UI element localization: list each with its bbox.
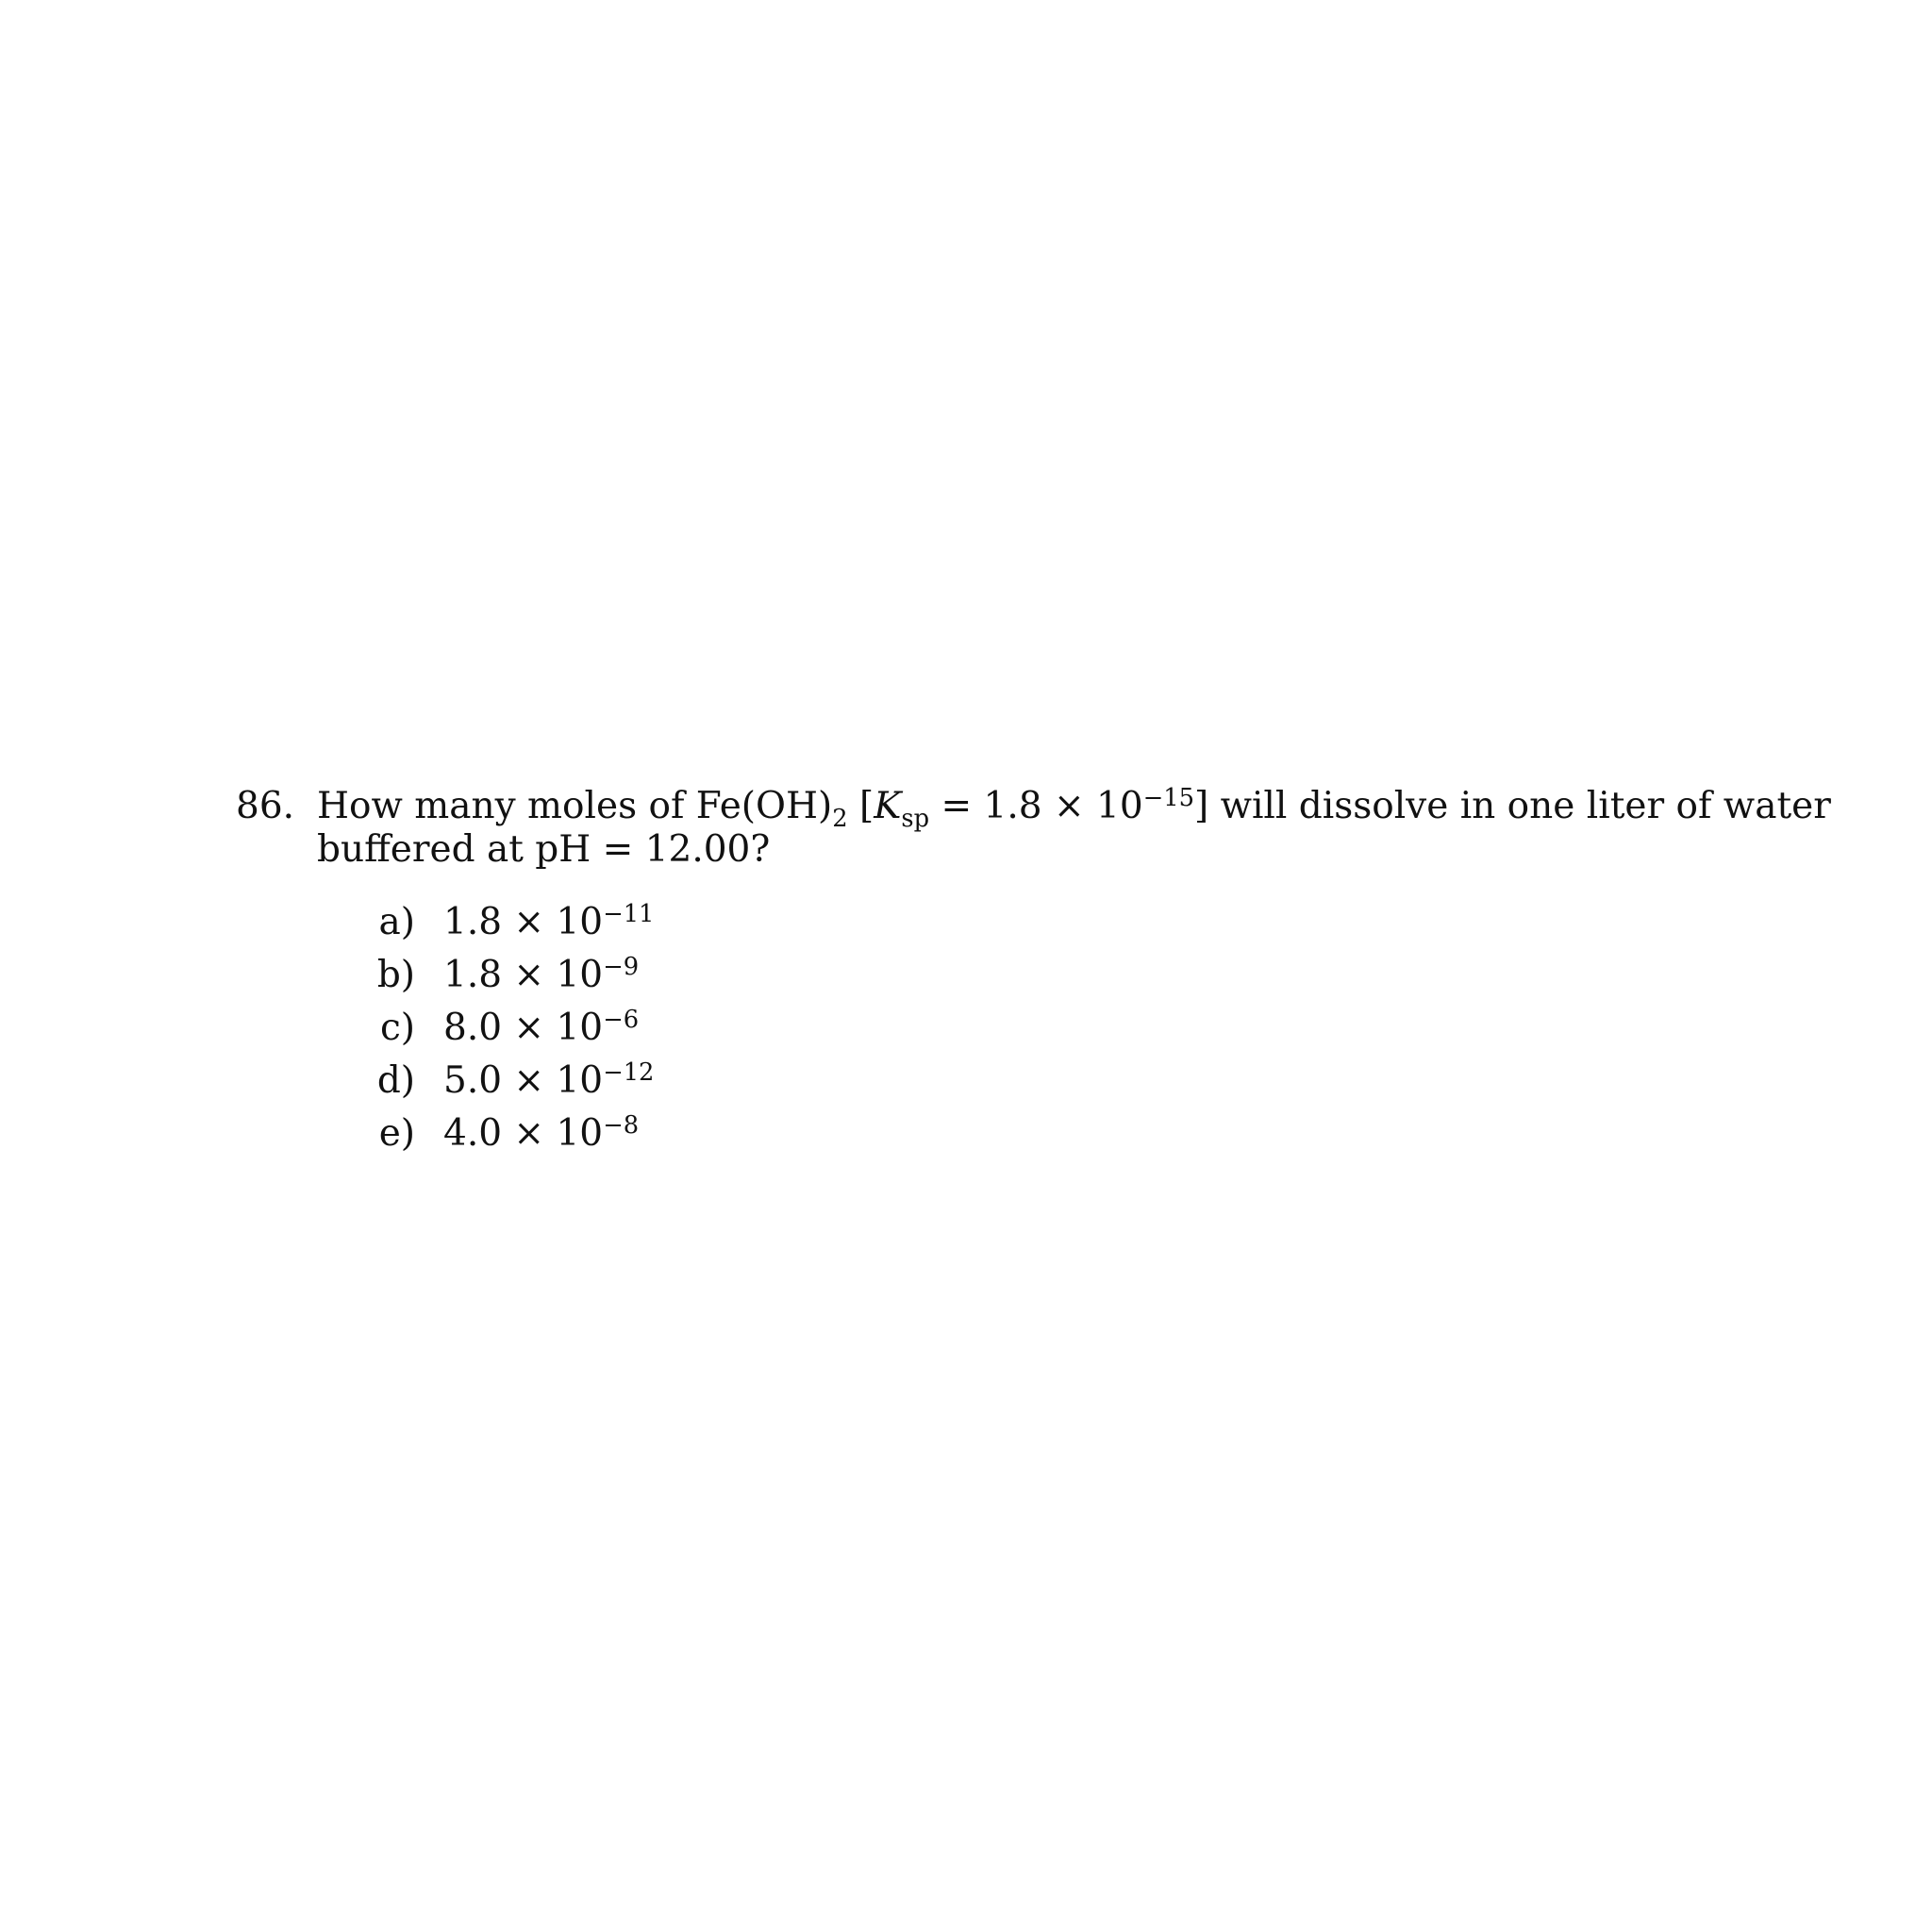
choice-letter: e) [378,1112,415,1155]
choice-letter: a) [378,901,415,943]
answer-choices [340,896,654,1160]
choice-value [443,1002,639,1055]
choice-d[interactable] [340,1055,654,1108]
question-text-line-2: buffered at pH = 12.00? [317,828,771,871]
ksp-symbol: K [874,785,902,827]
choice-e[interactable] [340,1108,654,1160]
choice-exponent: −9 [603,953,640,982]
question [236,784,1831,872]
question-text-pre: How many moles of Fe(OH) [317,785,833,827]
choice-exponent: −8 [603,1111,640,1141]
choice-letter: b) [376,954,415,996]
choice-exponent: −12 [603,1058,655,1088]
ksp-value: = 1.8 × 10 [929,785,1143,827]
choice-mantissa: 8.0 × 10 [443,1007,604,1049]
choice-mantissa: 5.0 × 10 [443,1059,604,1102]
choice-letter: c) [379,1007,415,1049]
question-text-post: ] will dissolve in one liter of water [1193,785,1831,827]
question-number: 86. [236,785,295,827]
choice-letter: d) [376,1059,415,1102]
choice-mantissa: 4.0 × 10 [443,1112,604,1155]
ksp-subscript: sp [901,805,930,833]
ksp-exponent: −15 [1142,784,1194,813]
choice-c[interactable] [340,1002,654,1055]
choice-value [443,1055,654,1108]
choice-mantissa: 1.8 × 10 [443,954,604,996]
bracket-open: [ [847,785,874,827]
question-line-2 [236,828,1745,872]
choice-exponent: −6 [603,1006,640,1035]
question-line-1 [236,784,1831,833]
choice-a[interactable] [340,896,654,949]
choice-value [443,896,654,949]
choice-value [443,1108,639,1160]
choice-b[interactable] [340,949,654,1002]
choice-exponent: −11 [603,900,655,929]
question-text-line-1 [317,784,1831,833]
formula-subscript: 2 [832,805,848,833]
choice-value [443,949,639,1002]
choice-mantissa: 1.8 × 10 [443,901,604,943]
